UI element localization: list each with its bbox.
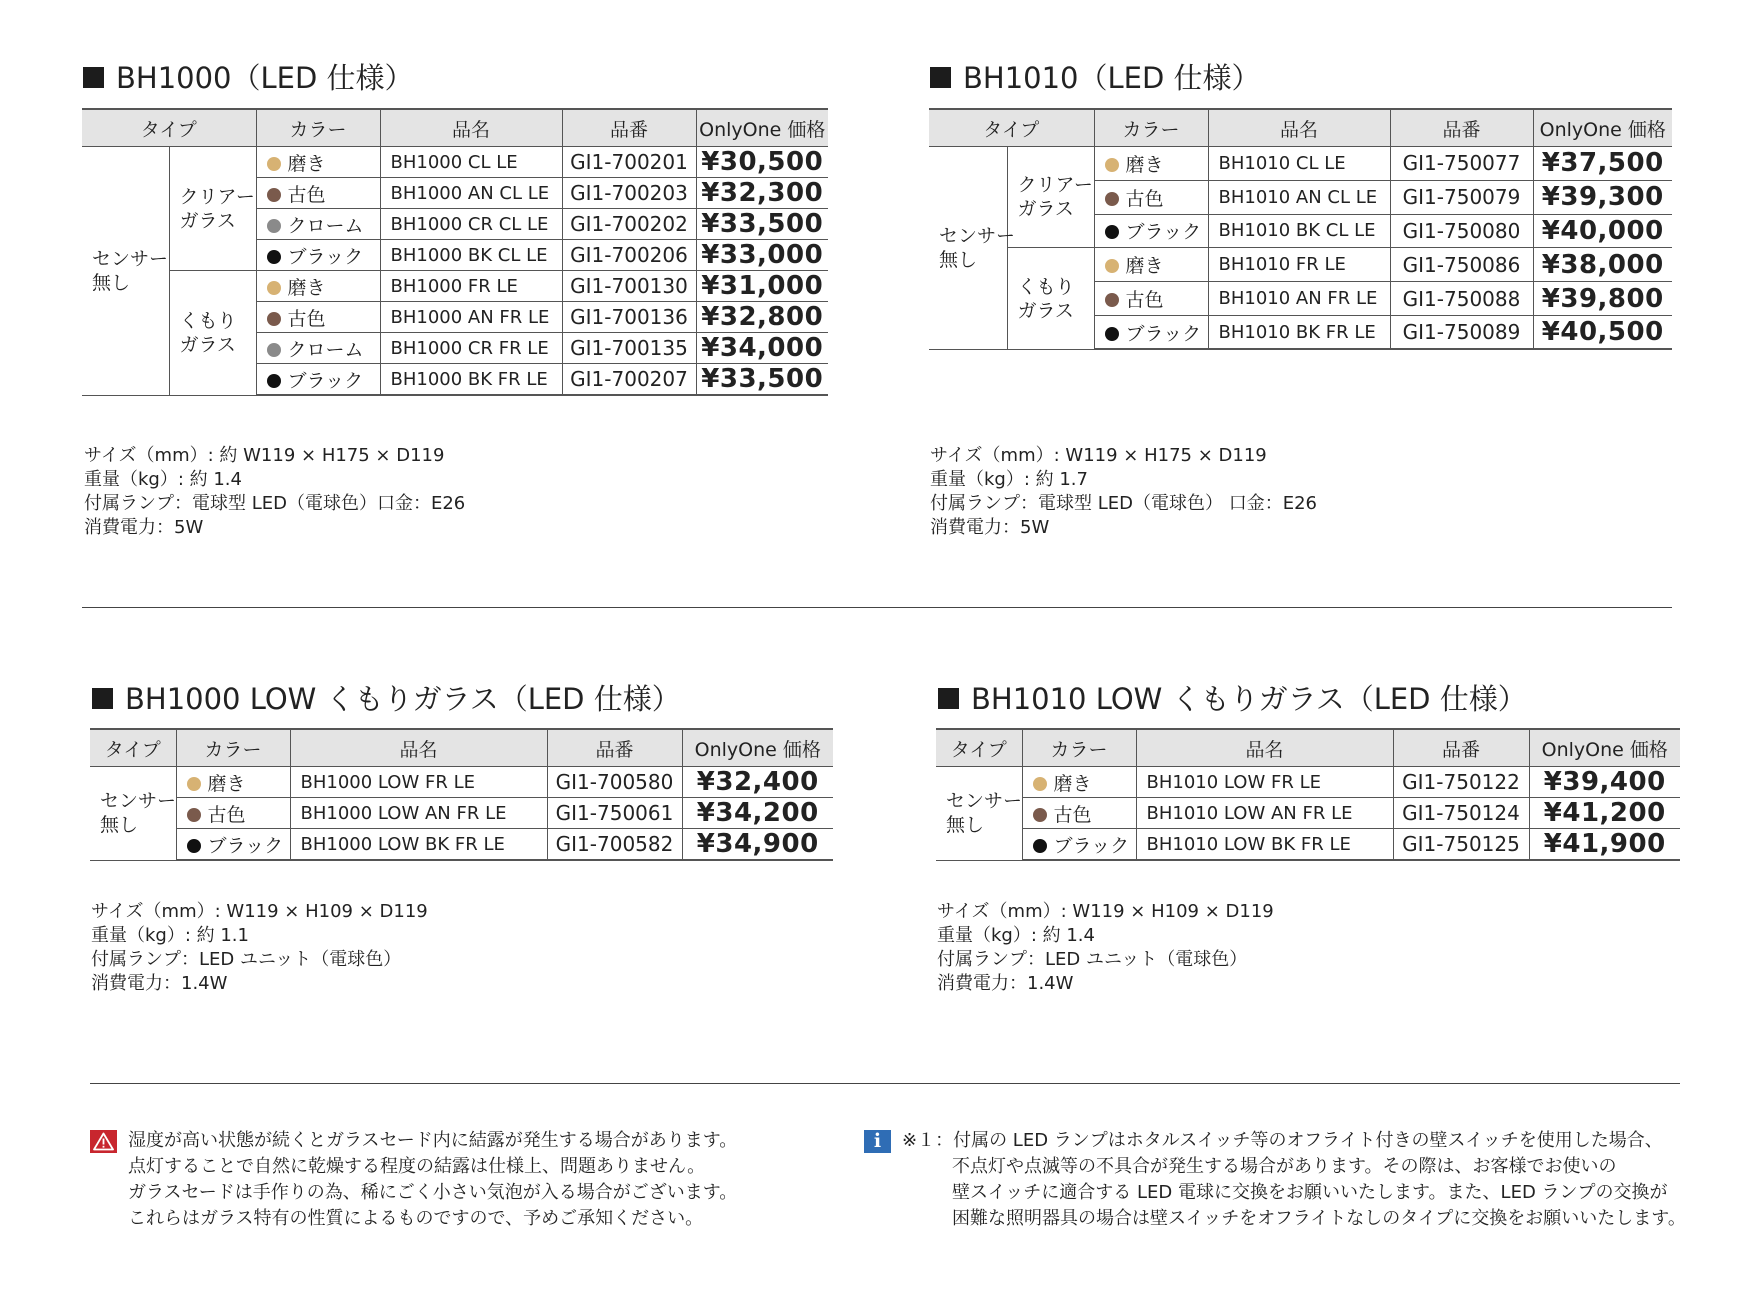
- color-cell: [256, 178, 380, 209]
- glass-label-line: クリアー: [179, 185, 255, 208]
- color-name: 古色: [1125, 187, 1164, 210]
- section-title-text: BH1000 LOW くもりガラス（LED 仕様）: [125, 682, 681, 716]
- spec-notes: [91, 900, 428, 996]
- model-cell: BH1010 AN FR LE: [1208, 282, 1390, 316]
- spec-table: [936, 728, 1680, 861]
- color-name: 古色: [207, 803, 246, 826]
- info-note: [902, 1128, 1686, 1232]
- model-cell: BH1010 LOW FR LE: [1136, 767, 1393, 798]
- color-name: 古色: [1125, 289, 1164, 312]
- price-cell: ¥32,400: [682, 767, 833, 798]
- code-cell: GI1-700206: [562, 240, 696, 271]
- model-cell: BH1000 LOW AN FR LE: [290, 798, 547, 829]
- info-note-line: 壁スイッチに適合する LED 電球に交換をお願いいたします。また、LED ランプの交換が: [952, 1182, 1668, 1203]
- price-cell: ¥40,500: [1533, 315, 1672, 349]
- code-cell: GI1-750089: [1390, 315, 1533, 349]
- spec-line: 重量（kg）: 約 1.7: [930, 469, 1088, 490]
- price-cell: ¥41,900: [1529, 829, 1680, 861]
- spec-notes: [937, 900, 1274, 996]
- code-cell: GI1-750122: [1393, 767, 1529, 798]
- header-code: 品番: [547, 729, 682, 767]
- price-cell: ¥37,500: [1533, 147, 1672, 181]
- type-cell: [936, 767, 1022, 861]
- warning-note: [128, 1128, 737, 1232]
- square-bullet-icon: [938, 688, 959, 709]
- header-price: OnlyOne 価格: [696, 109, 828, 147]
- warning-note-line: これらはガラス特有の性質によるものですので、予めご承知ください。: [128, 1208, 704, 1229]
- spec-table: [90, 728, 833, 861]
- price-cell: ¥34,200: [682, 798, 833, 829]
- color-cell: [1094, 214, 1208, 248]
- color-swatch-icon: [187, 808, 201, 822]
- color-swatch-icon: [267, 343, 281, 357]
- header-price: OnlyOne 価格: [1533, 109, 1672, 147]
- color-name: 磨き: [1125, 153, 1164, 176]
- color-swatch-icon: [267, 374, 281, 388]
- info-note-line: 不点灯や点滅等の不具合が発生する場合があります。その際は、お客様でお使いの: [952, 1156, 1617, 1177]
- header-model: 品名: [1136, 729, 1393, 767]
- price-cell: ¥32,300: [696, 178, 828, 209]
- section-title: [930, 56, 1261, 97]
- glass-type-cell: [169, 271, 256, 396]
- color-name: 古色: [287, 307, 326, 330]
- color-cell: [1094, 147, 1208, 181]
- spec-line: 消費電力：1.4W: [91, 973, 228, 994]
- divider: [90, 1083, 1680, 1084]
- model-cell: BH1000 LOW FR LE: [290, 767, 547, 798]
- info-icon: i: [864, 1130, 891, 1153]
- color-cell: [1094, 315, 1208, 349]
- color-swatch-icon: [267, 219, 281, 233]
- color-cell: [256, 271, 380, 302]
- color-swatch-icon: [187, 839, 201, 853]
- price-cell: ¥31,000: [696, 271, 828, 302]
- color-swatch-icon: [267, 157, 281, 171]
- spec-line: 重量（kg）: 約 1.4: [84, 469, 242, 490]
- code-cell: GI1-700582: [547, 829, 682, 861]
- color-cell: [176, 767, 290, 798]
- code-cell: GI1-750061: [547, 798, 682, 829]
- code-cell: GI1-750124: [1393, 798, 1529, 829]
- color-name: ブラック: [287, 245, 364, 268]
- code-cell: GI1-700130: [562, 271, 696, 302]
- type-label-line: 無し: [946, 814, 985, 837]
- price-cell: ¥32,800: [696, 302, 828, 333]
- spec-line: 付属ランプ：LED ユニット（電球色）: [937, 949, 1248, 970]
- code-cell: GI1-750080: [1390, 214, 1533, 248]
- color-name: クローム: [287, 214, 364, 237]
- section-title-text: BH1010（LED 仕様）: [963, 61, 1261, 95]
- divider: [82, 607, 1672, 608]
- type-label-line: センサー: [939, 224, 1016, 247]
- color-swatch-icon: [187, 777, 201, 791]
- color-name: 磨き: [287, 152, 326, 175]
- spec-line: 付属ランプ：LED ユニット（電球色）: [91, 949, 402, 970]
- glass-type-cell: [1007, 248, 1094, 349]
- header-color: カラー: [256, 109, 380, 147]
- color-swatch-icon: [1033, 839, 1047, 853]
- color-cell: [256, 364, 380, 396]
- color-name: ブラック: [1125, 322, 1202, 345]
- header-model: 品名: [380, 109, 562, 147]
- type-cell: [90, 767, 176, 861]
- type-label-line: センサー: [946, 790, 1023, 813]
- info-note-line: 困難な照明器具の場合は壁スイッチをオフライトなしのタイプに交換をお願いいたします。: [952, 1208, 1686, 1229]
- price-cell: ¥38,000: [1533, 248, 1672, 282]
- model-cell: BH1010 LOW AN FR LE: [1136, 798, 1393, 829]
- type-label-line: 無し: [939, 248, 978, 271]
- code-cell: GI1-700135: [562, 333, 696, 364]
- color-name: 磨き: [1125, 255, 1164, 278]
- glass-label-line: ガラス: [179, 209, 236, 232]
- type-cell: [929, 147, 1016, 350]
- color-swatch-icon: [1105, 225, 1119, 239]
- header-color: カラー: [176, 729, 290, 767]
- color-name: 磨き: [207, 772, 246, 795]
- spec-line: サイズ（mm）: W119 × H109 × D119: [937, 901, 1274, 922]
- header-code: 品番: [1390, 109, 1533, 147]
- square-bullet-icon: [930, 67, 951, 88]
- table-row: [82, 271, 828, 302]
- price-cell: ¥41,200: [1529, 798, 1680, 829]
- code-cell: GI1-750088: [1390, 282, 1533, 316]
- code-cell: GI1-700580: [547, 767, 682, 798]
- glass-label-line: ガラス: [179, 333, 236, 356]
- color-cell: [1022, 798, 1136, 829]
- header-color: カラー: [1022, 729, 1136, 767]
- glass-label-line: くもり: [1017, 275, 1075, 298]
- code-cell: GI1-700136: [562, 302, 696, 333]
- spec-line: 消費電力：5W: [930, 517, 1050, 538]
- color-cell: [256, 240, 380, 271]
- model-cell: BH1000 AN CL LE: [380, 178, 562, 209]
- color-swatch-icon: [1105, 327, 1119, 341]
- color-cell: [176, 829, 290, 861]
- code-cell: GI1-750079: [1390, 180, 1533, 214]
- header-color: カラー: [1094, 109, 1208, 147]
- code-cell: GI1-700202: [562, 209, 696, 240]
- model-cell: BH1010 AN CL LE: [1208, 180, 1390, 214]
- type-label-line: 無し: [100, 814, 139, 837]
- price-cell: ¥33,000: [696, 240, 828, 271]
- color-name: 磨き: [287, 276, 326, 299]
- glass-label-line: ガラス: [1017, 198, 1074, 221]
- color-swatch-icon: [1105, 192, 1119, 206]
- color-name: クローム: [287, 338, 364, 361]
- model-cell: BH1010 LOW BK FR LE: [1136, 829, 1393, 861]
- color-swatch-icon: [1105, 259, 1119, 273]
- color-cell: [256, 333, 380, 364]
- spec-line: 消費電力：5W: [84, 517, 204, 538]
- model-cell: BH1000 BK FR LE: [380, 364, 562, 396]
- section-title: [938, 677, 1527, 718]
- color-name: ブラック: [1053, 834, 1130, 857]
- info-note-line: ※１：付属の LED ランプはホタルスイッチ等のオフライト付きの壁スイッチを使用した場合、: [902, 1130, 1663, 1151]
- table-row: [90, 829, 833, 861]
- price-cell: ¥39,800: [1533, 282, 1672, 316]
- spec-notes: [930, 444, 1317, 540]
- section-title: [92, 677, 681, 718]
- table-row: [936, 829, 1680, 861]
- color-swatch-icon: [267, 281, 281, 295]
- model-cell: BH1000 BK CL LE: [380, 240, 562, 271]
- model-cell: BH1000 LOW BK FR LE: [290, 829, 547, 861]
- header-type: タイプ: [82, 109, 256, 147]
- color-swatch-icon: [1105, 158, 1119, 172]
- color-cell: [1094, 180, 1208, 214]
- model-cell: BH1010 CL LE: [1208, 147, 1390, 181]
- color-cell: [256, 302, 380, 333]
- spec-table: [82, 108, 828, 396]
- price-cell: ¥39,400: [1529, 767, 1680, 798]
- type-cell: [82, 147, 169, 396]
- table-row: [936, 767, 1680, 798]
- price-cell: ¥34,000: [696, 333, 828, 364]
- color-swatch-icon: [267, 312, 281, 326]
- code-cell: GI1-750077: [1390, 147, 1533, 181]
- spec-line: 付属ランプ：電球型 LED（電球色）口金：E26: [84, 493, 466, 514]
- glass-label-line: くもり: [179, 309, 237, 332]
- spec-line: サイズ（mm）: W119 × H109 × D119: [91, 901, 428, 922]
- price-cell: ¥33,500: [696, 209, 828, 240]
- color-cell: [256, 147, 380, 178]
- color-cell: [1094, 248, 1208, 282]
- model-cell: BH1000 CL LE: [380, 147, 562, 178]
- color-cell: [176, 798, 290, 829]
- code-cell: GI1-750125: [1393, 829, 1529, 861]
- color-swatch-icon: [267, 250, 281, 264]
- section-title-text: BH1000（LED 仕様）: [116, 61, 414, 95]
- header-type: タイプ: [90, 729, 176, 767]
- warning-note-line: 湿度が高い状態が続くとガラスセード内に結露が発生する場合があります。: [128, 1130, 738, 1151]
- code-cell: GI1-750086: [1390, 248, 1533, 282]
- price-cell: ¥34,900: [682, 829, 833, 861]
- header-model: 品名: [290, 729, 547, 767]
- color-name: ブラック: [207, 834, 284, 857]
- spec-line: サイズ（mm）: W119 × H175 × D119: [930, 445, 1267, 466]
- color-cell: [1022, 829, 1136, 861]
- code-cell: GI1-700201: [562, 147, 696, 178]
- spec-line: サイズ（mm）: 約 W119 × H175 × D119: [84, 445, 445, 466]
- model-cell: BH1010 BK FR LE: [1208, 315, 1390, 349]
- model-cell: BH1000 AN FR LE: [380, 302, 562, 333]
- glass-label-line: クリアー: [1017, 174, 1093, 197]
- glass-type-cell: [1007, 147, 1094, 248]
- header-price: OnlyOne 価格: [682, 729, 833, 767]
- color-name: 古色: [1053, 803, 1092, 826]
- square-bullet-icon: [83, 67, 104, 88]
- warning-note-line: 点灯することで自然に乾燥する程度の結露は仕様上、問題ありません。: [128, 1156, 706, 1177]
- code-cell: GI1-700203: [562, 178, 696, 209]
- spec-line: 付属ランプ：電球型 LED（電球色） 口金：E26: [930, 493, 1317, 514]
- glass-type-cell: [169, 147, 256, 271]
- type-label-line: 無し: [92, 271, 131, 294]
- header-model: 品名: [1208, 109, 1390, 147]
- color-name: 磨き: [1053, 772, 1092, 795]
- color-swatch-icon: [1033, 808, 1047, 822]
- table-row: [90, 767, 833, 798]
- color-swatch-icon: [1033, 777, 1047, 791]
- color-cell: [256, 209, 380, 240]
- glass-label-line: ガラス: [1017, 299, 1074, 322]
- table-row: [929, 147, 1672, 181]
- spec-table: [929, 108, 1672, 350]
- section-title-text: BH1010 LOW くもりガラス（LED 仕様）: [971, 682, 1527, 716]
- color-cell: [1094, 282, 1208, 316]
- spec-line: 重量（kg）: 約 1.1: [91, 925, 249, 946]
- color-name: 古色: [287, 183, 326, 206]
- header-price: OnlyOne 価格: [1529, 729, 1680, 767]
- square-bullet-icon: [92, 688, 113, 709]
- table-row: [90, 798, 833, 829]
- price-cell: ¥39,300: [1533, 180, 1672, 214]
- header-type: タイプ: [936, 729, 1022, 767]
- color-name: ブラック: [1125, 221, 1202, 244]
- spec-line: 消費電力：1.4W: [937, 973, 1074, 994]
- section-title: [83, 56, 414, 97]
- warning-icon: [90, 1130, 117, 1153]
- model-cell: BH1000 CR FR LE: [380, 333, 562, 364]
- price-cell: ¥33,500: [696, 364, 828, 396]
- color-swatch-icon: [267, 188, 281, 202]
- price-cell: ¥40,000: [1533, 214, 1672, 248]
- model-cell: BH1000 FR LE: [380, 271, 562, 302]
- table-row: [929, 248, 1672, 282]
- model-cell: BH1000 CR CL LE: [380, 209, 562, 240]
- color-name: ブラック: [287, 369, 364, 392]
- spec-line: 重量（kg）: 約 1.4: [937, 925, 1095, 946]
- header-type: タイプ: [929, 109, 1094, 147]
- table-row: [936, 798, 1680, 829]
- type-label-line: センサー: [92, 247, 169, 270]
- header-code: 品番: [562, 109, 696, 147]
- header-code: 品番: [1393, 729, 1529, 767]
- table-row: [82, 147, 828, 178]
- code-cell: GI1-700207: [562, 364, 696, 396]
- price-cell: ¥30,500: [696, 147, 828, 178]
- type-label-line: センサー: [100, 790, 177, 813]
- warning-note-line: ガラスセードは手作りの為、稀にごく小さい気泡が入る場合がございます。: [128, 1182, 738, 1203]
- spec-notes: [84, 444, 465, 540]
- color-swatch-icon: [1105, 293, 1119, 307]
- model-cell: BH1010 FR LE: [1208, 248, 1390, 282]
- color-cell: [1022, 767, 1136, 798]
- model-cell: BH1010 BK CL LE: [1208, 214, 1390, 248]
